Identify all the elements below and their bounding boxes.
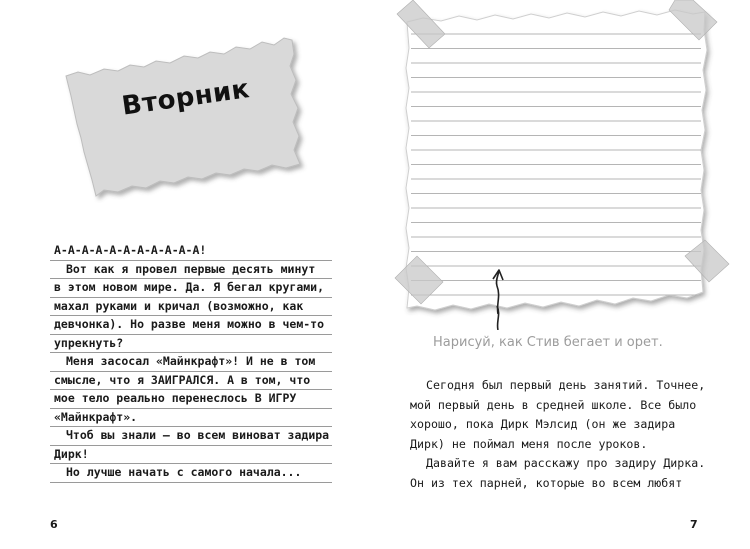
text-line: упрекнуть? <box>50 335 332 354</box>
text-line: в этом новом мире. Да. Я бегал кругами, <box>50 279 332 298</box>
text-line: Дирк) не поймал меня после уроков. <box>410 436 648 451</box>
page-number-left: 6 <box>50 518 58 531</box>
torn-paper-shape <box>58 28 308 203</box>
text-line: Дирк! <box>50 446 332 465</box>
text-line: Чтоб вы знали — во всем виноват задира <box>50 427 332 446</box>
drawing-caption: Нарисуй, как Стив бегает и орет. <box>433 335 663 350</box>
lined-paper-with-tape <box>393 0 733 320</box>
text-line: Давайте я вам расскажу про задиру Дирка. <box>426 456 706 470</box>
text-line: смысле, что я ЗАИГРАЛСЯ. А в том, что <box>50 372 332 391</box>
text-line: мой первый день в средней школе. Все было <box>410 397 697 412</box>
text-line: хорошо, пока Дирк Мэлсид (он же задира <box>410 417 676 431</box>
text-line: Сегодня был первый день занятий. Точнее, <box>426 378 706 392</box>
text-line: Вот как я провел первые десять минут <box>50 261 332 280</box>
page-number-right: 7 <box>690 518 698 531</box>
text-line: А-А-А-А-А-А-А-А-А-А-А! <box>50 242 332 261</box>
arrow-icon <box>488 300 508 330</box>
text-line: махал руками и кричал (возможно, как <box>50 298 332 317</box>
text-line: Но лучше начать с самого начала... <box>50 464 332 483</box>
right-page-text <box>410 376 710 493</box>
left-page-text <box>50 242 332 483</box>
text-line: «Майнкрафт». <box>50 409 332 428</box>
text-line: мое тело реально перенеслось В ИГРУ <box>50 390 332 409</box>
text-line: Меня засосал «Майнкрафт»! И не в том <box>50 353 332 372</box>
text-line: Он из тех парней, которые во всем любят <box>410 475 683 490</box>
drawing-area <box>393 0 733 320</box>
chapter-heading: Вторник <box>120 74 252 122</box>
text-line: девчонка). Но разве меня можно в чем-то <box>50 316 332 335</box>
heading-torn-paper <box>58 28 308 203</box>
